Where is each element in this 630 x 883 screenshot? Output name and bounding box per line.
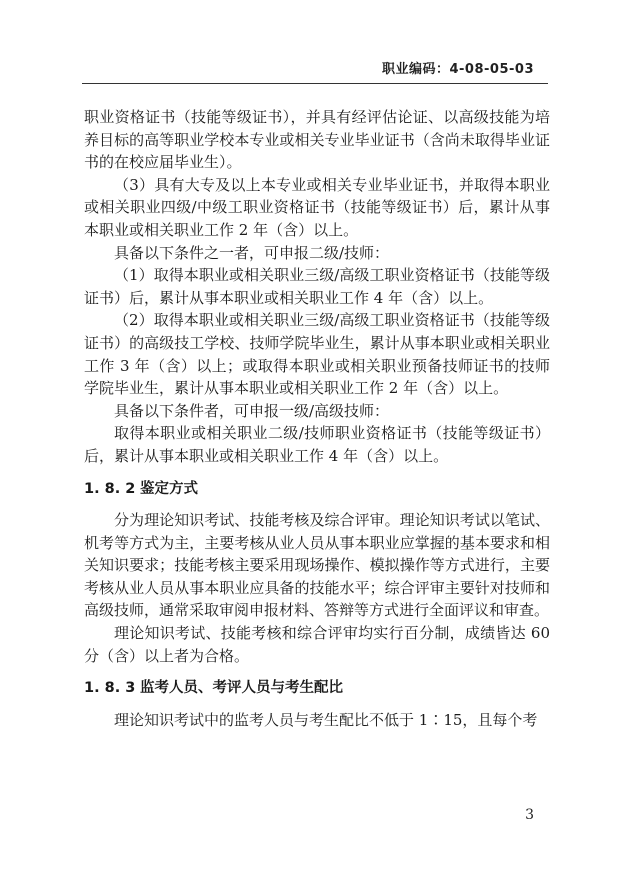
section-title: 监考人员、考评人员与考生配比 [140,680,343,697]
section-heading-1-8-2 [84,478,550,501]
paragraph-senior-technician-intro: 具备以下条件者，可申报一级/高级技师： [114,401,390,420]
paragraph-condition-3: （3）具有大专及以上本专业或相关专业毕业证书，并取得本职业或相关职业四级/中级工职业资格证书（技能等级证书）后，累计从事本职业或相关职业工作 2 年（含）以上。 [84,175,550,239]
section-title: 鉴定方式 [140,480,198,497]
paragraph-proctor-ratio: 理论知识考试中的监考人员与考生配比不低于 1∶15，且每个考 [114,710,538,729]
paragraph-technician-intro: 具备以下条件之一者，可申报二级/技师： [114,243,390,262]
occupation-code: 职业编码：4-08-05-03 [381,62,534,77]
page-number: 3 [525,807,534,823]
document-body [84,106,550,731]
paragraph-continuation: 职业资格证书（技能等级证书），并具有经评估论证、以高级技能为培养目标的高等职业学校本专业或相关专业毕业证书（含尚未取得毕业证书的在校应届毕业生）。 [84,108,550,172]
header-rule [82,83,548,84]
paragraph-assessment-method: 分为理论知识考试、技能考核及综合评审。理论知识考试以笔试、机考等方式为主，主要考核从业人员从事本职业应掌握的基本要求和相关知识要求；技能考核主要采用现场操作、模拟操作等方式进行，主要考核从业人员从事本职业应具备的技能水平；综合评审主要针对技师和高级技师，通常采取审阅申报材料、答辩等方式进行全面评议和审查。 [84,511,550,620]
paragraph-technician-condition-2: （2）取得本职业或相关职业三级/高级工职业资格证书（技能等级证书）的高级技工学校、技师学院毕业生，累计从事本职业或相关职业工作 3 年（含）以上；或取得本职业或相关职业预备技师证书的技师学院毕业生，累计从事本职业或相关职业工作 2 年（含）以上。 [84,311,550,398]
section-number: 1. 8. 3 [84,680,136,697]
paragraph-scoring: 理论知识考试、技能考核和综合评审均实行百分制，成绩皆达 60 分（含）以上者为合格。 [84,624,550,665]
paragraph-technician-condition-1: （1）取得本职业或相关职业三级/高级工职业资格证书（技能等级证书）后，累计从事本职业或相关职业工作 4 年（含）以上。 [84,266,550,307]
section-number: 1. 8. 2 [84,480,136,497]
paragraph-senior-technician-condition: 取得本职业或相关职业二级/技师职业资格证书（技能等级证书）后，累计从事本职业或相关职业工作 4 年（含）以上。 [84,424,550,465]
section-heading-1-8-3 [84,677,550,700]
